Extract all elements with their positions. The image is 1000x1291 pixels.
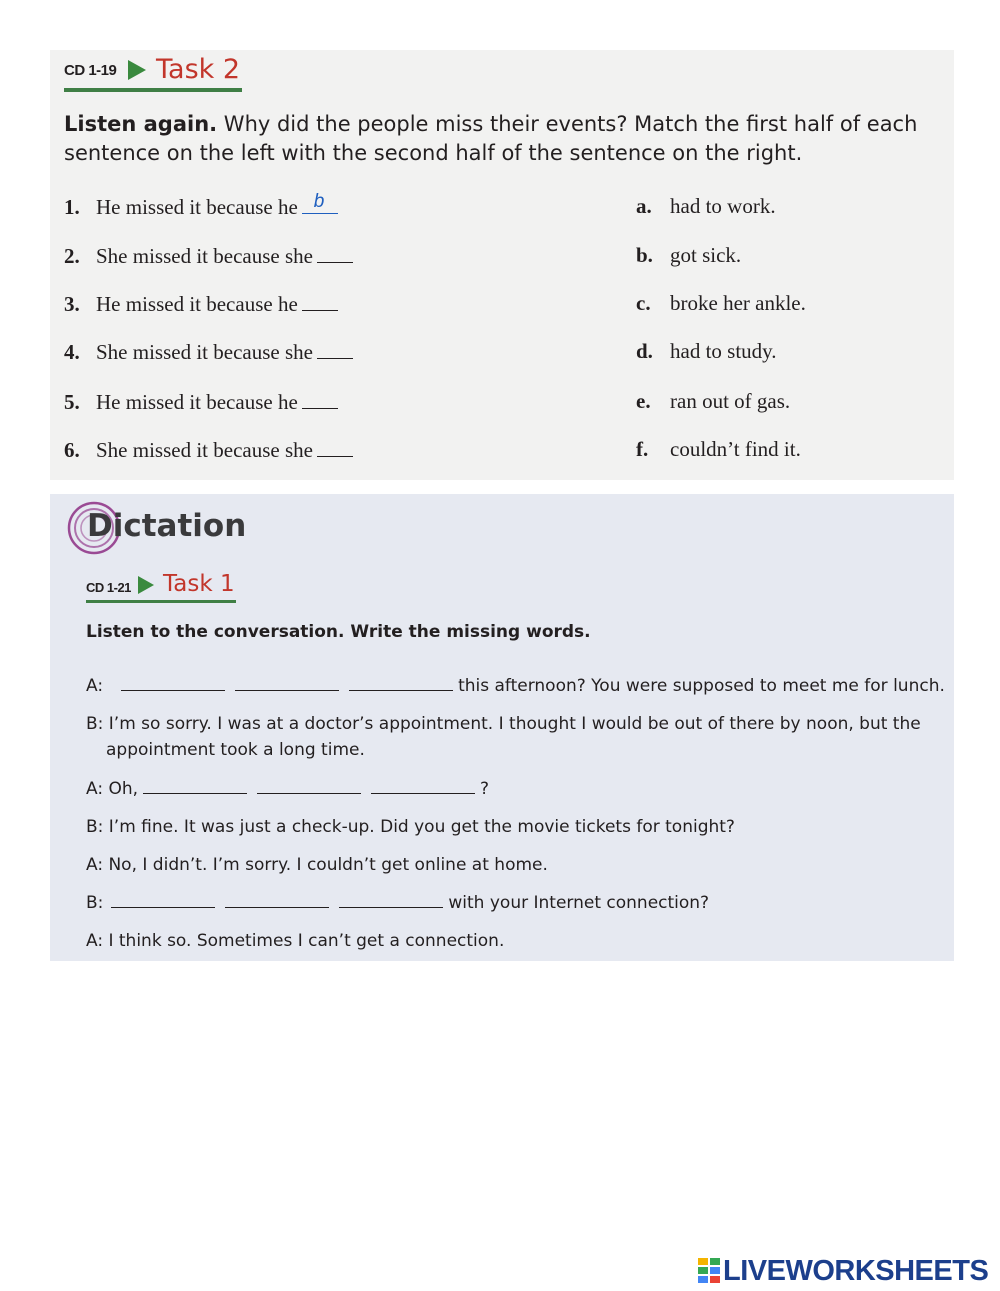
play-icon[interactable] bbox=[128, 60, 146, 80]
cd-track-label: CD 1-21 bbox=[86, 580, 131, 595]
fill-blank[interactable] bbox=[111, 892, 215, 908]
line-text: B: I’m so sorry. I was at a doctor’s appointment. I thought I would be out of there by noon, but the bbox=[86, 714, 921, 734]
logo-text: LIVEWORKSHEETS bbox=[723, 1254, 989, 1287]
sentence-ending bbox=[636, 194, 776, 219]
fill-blank[interactable] bbox=[235, 675, 339, 691]
fill-blank[interactable] bbox=[121, 675, 225, 691]
sentence-ending bbox=[636, 243, 741, 268]
dialogue-line bbox=[86, 711, 950, 763]
item-number: 5. bbox=[64, 390, 80, 414]
match-row bbox=[50, 191, 954, 224]
section-heading: Dictation bbox=[87, 508, 247, 544]
fill-blank[interactable] bbox=[349, 675, 453, 691]
dictation-panel bbox=[50, 494, 954, 961]
sentence-ending bbox=[636, 339, 777, 364]
instruction-bold: Listen again. bbox=[64, 112, 218, 136]
dialogue-line bbox=[86, 852, 950, 878]
line-text: A: I think so. Sometimes I can’t get a connection. bbox=[86, 931, 505, 951]
speaker-label: A: bbox=[86, 676, 104, 696]
sentence-text: She missed it because she bbox=[96, 438, 313, 462]
title-underline bbox=[86, 600, 236, 603]
instruction-text: Why did the people miss their events? Match the first half of each sentence on the left with the second half of the sentence on the right. bbox=[64, 112, 918, 165]
line-text: B: I’m fine. It was just a check-up. Did you get the movie tickets for tonight? bbox=[86, 817, 735, 837]
dialogue-line bbox=[86, 890, 950, 916]
answer-blank[interactable] bbox=[302, 389, 338, 409]
fill-blank[interactable] bbox=[257, 778, 361, 794]
line-text-continued: appointment took a long time. bbox=[106, 740, 365, 760]
task-instruction bbox=[64, 110, 954, 168]
option-letter: e. bbox=[636, 389, 651, 413]
answer-blank[interactable] bbox=[317, 437, 353, 457]
line-text: A: No, I didn’t. I’m sorry. I couldn’t get online at home. bbox=[86, 855, 548, 875]
title-underline bbox=[64, 88, 242, 92]
task2-panel bbox=[50, 50, 954, 480]
answer-blank[interactable] bbox=[302, 291, 338, 311]
liveworksheets-logo bbox=[697, 1254, 988, 1288]
answer-blank[interactable] bbox=[317, 339, 353, 359]
option-letter: c. bbox=[636, 291, 651, 315]
fill-blank[interactable] bbox=[371, 778, 475, 794]
sentence-text: She missed it because she bbox=[96, 340, 313, 364]
line-text: ? bbox=[480, 779, 490, 799]
option-text: got sick. bbox=[670, 243, 742, 267]
fill-blank[interactable] bbox=[225, 892, 329, 908]
option-letter: a. bbox=[636, 194, 652, 218]
item-number: 4. bbox=[64, 340, 80, 364]
sentence-text: He missed it because he bbox=[96, 390, 298, 414]
line-text: this afternoon? You were supposed to meet me for lunch. bbox=[458, 676, 945, 696]
sentence-start bbox=[64, 291, 338, 317]
fill-blank[interactable] bbox=[339, 892, 443, 908]
item-number: 2. bbox=[64, 244, 80, 268]
answer-blank[interactable] bbox=[302, 191, 338, 214]
item-number: 3. bbox=[64, 292, 80, 316]
sentence-ending bbox=[636, 291, 806, 316]
sentence-start bbox=[64, 437, 353, 463]
task-instruction: Listen to the conversation. Write the missing words. bbox=[86, 622, 591, 642]
option-text: had to work. bbox=[670, 194, 776, 218]
option-letter: d. bbox=[636, 339, 653, 363]
option-text: couldn’t find it. bbox=[670, 437, 801, 461]
option-text: had to study. bbox=[670, 339, 777, 363]
logo-mark-icon bbox=[697, 1257, 721, 1285]
sentence-text: He missed it because he bbox=[96, 195, 298, 219]
dialogue-line bbox=[86, 673, 950, 699]
cd-track-label: CD 1-19 bbox=[64, 62, 117, 79]
play-icon[interactable] bbox=[138, 576, 154, 594]
sentence-text: She missed it because she bbox=[96, 244, 313, 268]
option-letter: b. bbox=[636, 243, 653, 267]
speaker-label: A: Oh, bbox=[86, 779, 139, 799]
item-number: 1. bbox=[64, 195, 80, 219]
speaker-label: B: bbox=[86, 893, 104, 913]
sentence-start bbox=[64, 389, 338, 415]
line-text: with your Internet connection? bbox=[448, 893, 710, 913]
task-title: Task 2 bbox=[156, 54, 241, 85]
match-row bbox=[50, 291, 954, 321]
item-number: 6. bbox=[64, 438, 80, 462]
option-text: broke her ankle. bbox=[670, 291, 806, 315]
answer-blank[interactable] bbox=[317, 243, 353, 263]
option-text: ran out of gas. bbox=[670, 389, 791, 413]
match-row bbox=[50, 389, 954, 419]
dialogue-line bbox=[86, 928, 950, 954]
option-letter: f. bbox=[636, 437, 649, 461]
sentence-text: He missed it because he bbox=[96, 292, 298, 316]
dialogue-line bbox=[86, 814, 950, 840]
sentence-start bbox=[64, 243, 353, 269]
sentence-ending bbox=[636, 437, 801, 462]
answer-value: b bbox=[313, 191, 325, 212]
sentence-ending bbox=[636, 389, 790, 414]
sentence-start bbox=[64, 339, 353, 365]
match-row bbox=[50, 243, 954, 273]
dialogue-line bbox=[86, 776, 950, 802]
sentence-start bbox=[64, 191, 338, 220]
match-row bbox=[50, 339, 954, 369]
task-title: Task 1 bbox=[163, 571, 235, 597]
match-row bbox=[50, 437, 954, 467]
fill-blank[interactable] bbox=[143, 778, 247, 794]
